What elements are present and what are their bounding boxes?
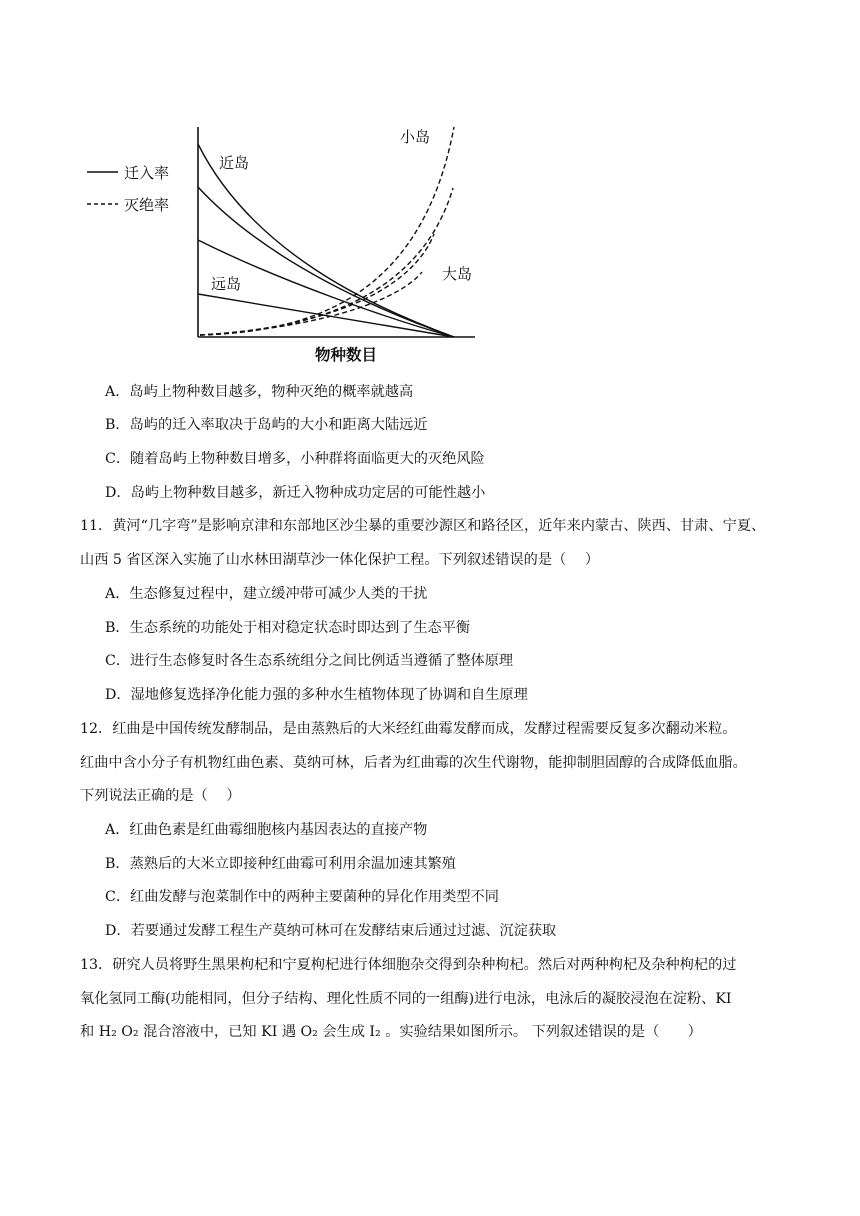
q10-option-c: C．随着岛屿上物种数目增多，小种群将面临更大的灭绝风险 <box>105 451 485 467</box>
island-biogeography-figure <box>82 122 482 367</box>
extinction-curve-2 <box>200 188 453 335</box>
q12-stem-line-3: 下列说法正确的是（ ） <box>80 788 241 804</box>
legend-label-extinction: 灭绝率 <box>124 196 170 214</box>
q10-option-b: B．岛屿的迁入率取决于岛屿的大小和距离大陆远近 <box>105 417 428 433</box>
q11-option-d: D．湿地修复选择净化能力强的多种水生植物体现了协调和自生原理 <box>105 687 528 703</box>
q13-stem-line-3: 和 H₂ O₂ 混合溶液中，已知 KI 遇 O₂ 会生成 I₂ 。实验结果如图所示。 下列叙述错误的是（ ） <box>80 1024 702 1040</box>
label-large-island: 大岛 <box>442 265 473 283</box>
label-small-island: 小岛 <box>400 128 431 146</box>
q11-stem-line-1: 11．黄河“几字弯”是影响京津和东部地区沙尘暴的重要沙源区和路径区，近年来内蒙古、陕西、甘肃、宁夏、 <box>80 518 766 534</box>
q12-stem-line-1: 12．红曲是中国传统发酵制品，是由蒸熟后的大米经红曲霉发酵而成，发酵过程需要反复多次翻动米粒。 <box>80 721 737 737</box>
q13-stem-line-2: 氧化氢同工酶(功能相同，但分子结构、理化性质不同的一组酶)进行电泳，电泳后的凝胶浸泡在淀粉、KI <box>80 991 732 1007</box>
q12-stem-line-2: 红曲中含小分子有机物红曲色素、莫纳可林，后者为红曲霉的次生代谢物，能抑制胆固醇的合成降低血脂。 <box>80 755 747 771</box>
x-axis-label: 物种数目 <box>315 346 378 364</box>
immigration-curve-near <box>198 144 454 337</box>
q11-stem-line-2: 山西 5 省区深入实施了山水林田湖草沙一体化保护工程。下列叙述错误的是（ ） <box>80 552 600 568</box>
q13-stem-line-1: 13．研究人员将野生黑果枸杞和宁夏枸杞进行体细胞杂交得到杂种枸杞。然后对两种枸杞及杂种枸杞的过 <box>80 957 737 973</box>
q11-option-c: C．进行生态修复时各生态系统组分之间比例适当遵循了整体原理 <box>105 653 514 669</box>
q12-option-d: D．若要通过发酵工程生产莫纳可林可在发酵结束后通过过滤、沉淀获取 <box>105 923 557 939</box>
q11-option-a: A．生态修复过程中，建立缓冲带可减少人类的干扰 <box>105 586 428 602</box>
immigration-curve-far <box>198 294 454 337</box>
legend-label-immigration: 迁入率 <box>124 164 170 182</box>
q12-option-c: C．红曲发酵与泡菜制作中的两种主要菌种的异化作用类型不同 <box>105 889 499 905</box>
q12-option-a: A．红曲色素是红曲霉细胞核内基因表达的直接产物 <box>105 822 428 838</box>
q10-option-d: D．岛屿上物种数目越多，新迁入物种成功定居的可能性越小 <box>105 485 486 501</box>
q10-option-a: A．岛屿上物种数目越多，物种灭绝的概率就越高 <box>105 384 414 400</box>
label-near-island: 近岛 <box>219 154 250 172</box>
q11-option-b: B．生态系统的功能处于相对稳定状态时即达到了生态平衡 <box>105 620 471 636</box>
label-far-island: 远岛 <box>211 275 242 293</box>
q12-option-b: B．蒸熟后的大米立即接种红曲霉可利用余温加速其繁殖 <box>105 856 456 872</box>
